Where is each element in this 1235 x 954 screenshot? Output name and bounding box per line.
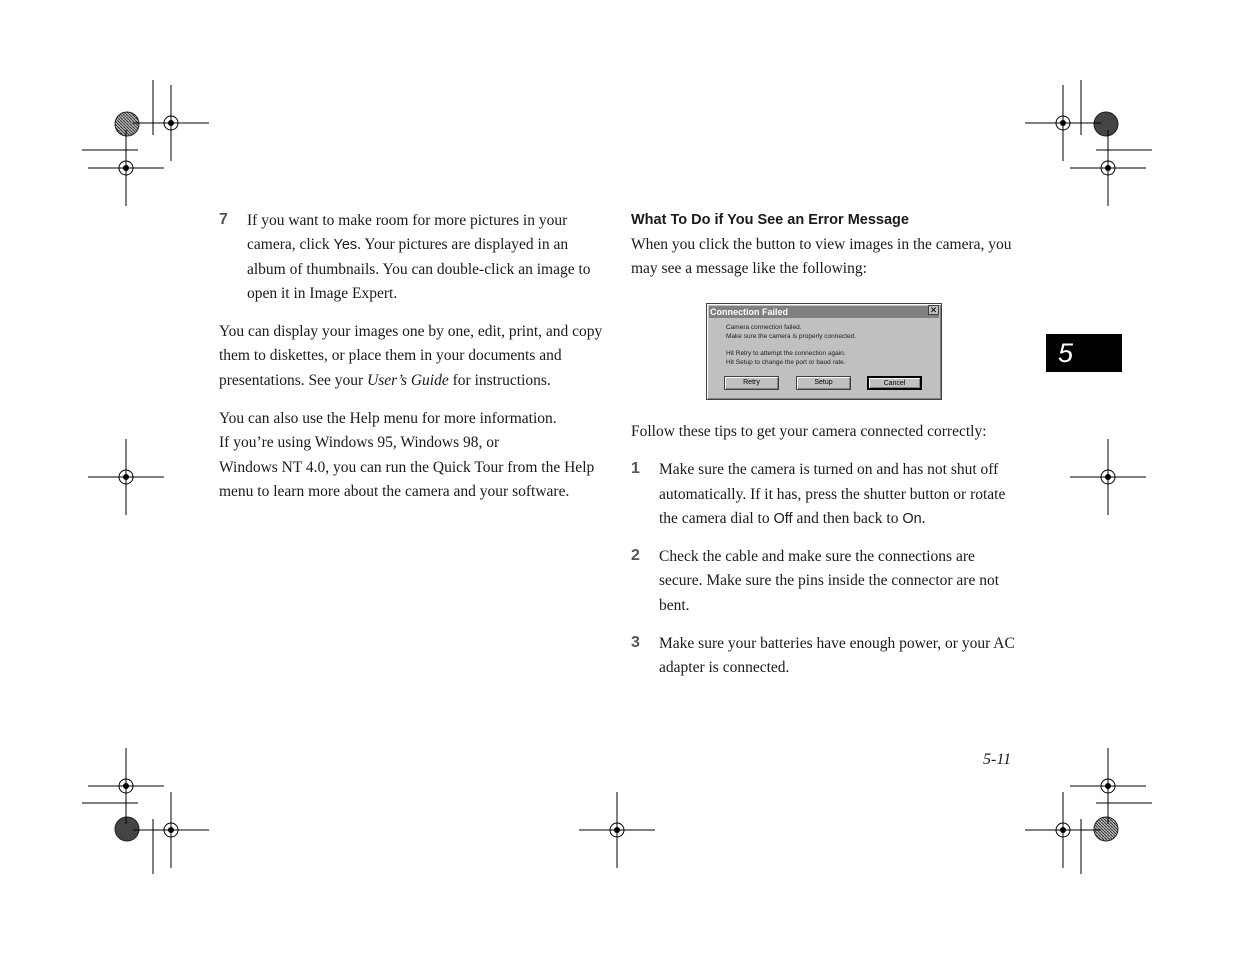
left-column <box>219 209 609 518</box>
step-text: Make sure your batteries have enough power, or your AC adapter is connected. <box>659 635 1015 677</box>
step-number: 3 <box>631 634 640 652</box>
retry-button[interactable]: Retry <box>724 376 779 390</box>
cancel-button[interactable]: Cancel <box>867 376 922 390</box>
page-number: 5-11 <box>983 751 1012 768</box>
dialog-title: Connection Failed <box>709 306 939 318</box>
paragraph-text: for instructions. <box>448 371 551 389</box>
step-text: and then back to <box>792 509 903 527</box>
registration-star-icon <box>1094 112 1118 136</box>
dialog-message-line: Camera connection failed. <box>726 324 802 331</box>
section-heading: What To Do if You See an Error Message <box>631 212 909 228</box>
crosshair-icon <box>1070 439 1146 515</box>
paragraph-line: Windows NT 4.0, you can run the Quick Tour from the Help menu to learn more about the camera and your software. <box>219 458 595 500</box>
step-number: 7 <box>219 211 228 228</box>
step-number: 2 <box>631 547 640 565</box>
display-images-paragraph <box>219 320 609 393</box>
step-7 <box>219 209 609 306</box>
connection-failed-dialog <box>706 303 942 400</box>
users-guide-title: User’s Guide <box>367 371 449 389</box>
ui-label-yes: Yes <box>333 237 358 254</box>
dialog-message-line: Hit Retry to attempt the connection again. <box>726 350 846 357</box>
tip-2 <box>631 545 1021 618</box>
registration-star-icon <box>115 112 139 136</box>
crosshair-icon <box>88 439 164 515</box>
registration-star-icon <box>1094 817 1118 841</box>
right-column <box>631 209 1021 296</box>
crosshair-icon <box>88 130 164 206</box>
tip-1 <box>631 458 1021 531</box>
chapter-tab <box>1046 334 1122 372</box>
registration-star-icon <box>115 817 139 841</box>
step-text: Check the cable and make sure the connections are secure. Make sure the pins inside the connector are not bent. <box>659 548 1000 614</box>
tips-intro: Follow these tips to get your camera connected correctly: <box>631 423 987 440</box>
crosshair-icon <box>1025 85 1101 161</box>
setup-button[interactable]: Setup <box>796 376 851 390</box>
tip-3 <box>631 632 1021 681</box>
crosshair-icon <box>1070 748 1146 824</box>
step-text: If you want to make room for more pictures in your camera, click <box>247 212 568 254</box>
intro-paragraph: When you click the button to view images in the camera, you may see a message like the following: <box>631 236 1012 278</box>
crosshair-icon <box>579 792 655 868</box>
dialog-message-line: Hit Setup to change the port or baud rate. <box>726 358 846 366</box>
paragraph-text: You can display your images one by one, edit, print, and copy them to diskettes, or place them in your documents and presentations. See your <box>219 323 603 389</box>
crosshair-icon <box>1070 130 1146 206</box>
paragraph-line: You can also use the Help menu for more information. <box>219 410 557 428</box>
ui-label-off: Off <box>773 510 793 527</box>
chapter-number: 5 <box>1058 338 1074 368</box>
ui-label-on: On <box>902 510 922 527</box>
crosshair-icon <box>88 748 164 824</box>
crosshair-icon <box>133 792 209 868</box>
dialog-message-line: Make sure the camera is properly connected. <box>726 332 857 340</box>
step-text: . <box>921 509 926 527</box>
step-text: . Your pictures are displayed in an album of thumbnails. You can double-click an image to open it in Image Expert. <box>247 236 591 302</box>
close-icon[interactable]: ✕ <box>929 305 938 315</box>
crosshair-icon <box>133 85 209 161</box>
step-text: Make sure the camera is turned on and has not shut off automatically. If it has, press the shutter button or rotate the camera dial to <box>659 461 1006 527</box>
crosshair-icon <box>1025 792 1101 868</box>
tips-block <box>631 420 1021 695</box>
paragraph-line: If you’re using Windows 95, Windows 98, or <box>219 434 500 452</box>
step-number: 1 <box>631 460 640 478</box>
help-menu-paragraph <box>219 407 609 504</box>
